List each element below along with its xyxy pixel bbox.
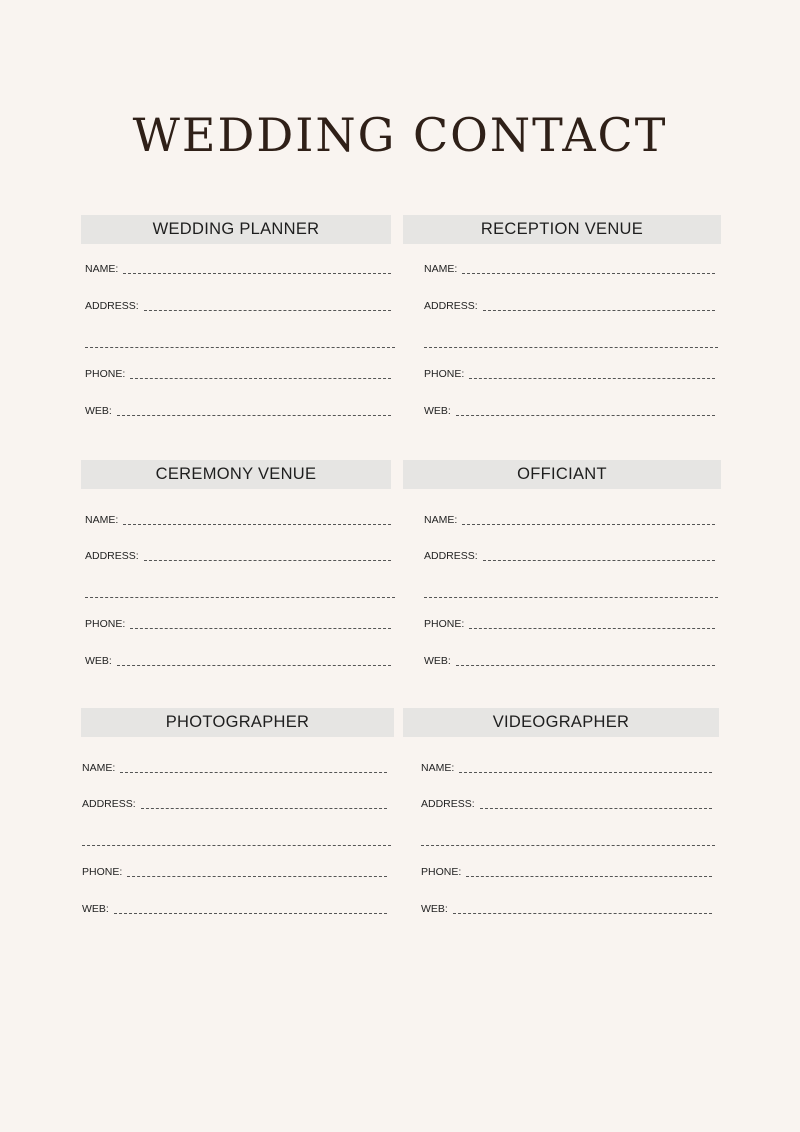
section-heading: VIDEOGRAPHER xyxy=(403,708,719,737)
web-label: WEB: xyxy=(424,655,451,667)
web-field[interactable] xyxy=(424,655,715,667)
address-field[interactable] xyxy=(421,798,712,810)
web-label: WEB: xyxy=(82,903,109,915)
web-field[interactable] xyxy=(421,903,712,915)
phone-label: PHONE: xyxy=(82,866,123,878)
web-field[interactable] xyxy=(82,903,387,915)
phone-line xyxy=(469,378,715,379)
web-line xyxy=(117,665,391,666)
name-field[interactable] xyxy=(85,263,391,275)
phone-field[interactable] xyxy=(85,368,391,380)
name-field[interactable] xyxy=(85,514,391,526)
address-label: ADDRESS: xyxy=(85,550,139,562)
section-heading: WEDDING PLANNER xyxy=(81,215,391,244)
name-line xyxy=(120,772,387,773)
phone-line xyxy=(466,876,712,877)
address-label: ADDRESS: xyxy=(85,300,139,312)
section-photographer xyxy=(81,708,394,923)
name-field[interactable] xyxy=(424,263,715,275)
phone-label: PHONE: xyxy=(85,618,126,630)
name-label: NAME: xyxy=(85,514,119,526)
address-field[interactable] xyxy=(424,550,715,562)
phone-line xyxy=(469,628,715,629)
name-field[interactable] xyxy=(424,514,715,526)
phone-label: PHONE: xyxy=(85,368,126,380)
section-heading: RECEPTION VENUE xyxy=(403,215,721,244)
web-line xyxy=(453,913,712,914)
section-heading: CEREMONY VENUE xyxy=(81,460,391,489)
phone-field[interactable] xyxy=(421,866,712,878)
web-line xyxy=(456,415,715,416)
address-line-2[interactable] xyxy=(85,347,395,348)
web-line xyxy=(114,913,387,914)
address-line-2[interactable] xyxy=(424,597,718,598)
phone-field[interactable] xyxy=(85,618,391,630)
address-line-2[interactable] xyxy=(82,845,391,846)
web-field[interactable] xyxy=(85,655,391,667)
address-field[interactable] xyxy=(82,798,387,810)
name-field[interactable] xyxy=(421,762,712,774)
address-line xyxy=(141,808,387,809)
address-line xyxy=(144,560,391,561)
web-label: WEB: xyxy=(424,405,451,417)
web-field[interactable] xyxy=(424,405,715,417)
name-line xyxy=(459,772,712,773)
phone-field[interactable] xyxy=(82,866,387,878)
phone-line xyxy=(130,628,391,629)
name-label: NAME: xyxy=(82,762,116,774)
address-label: ADDRESS: xyxy=(424,300,478,312)
section-wedding-planner xyxy=(81,215,391,425)
section-videographer xyxy=(403,708,719,923)
phone-field[interactable] xyxy=(424,368,715,380)
name-line xyxy=(123,524,391,525)
phone-label: PHONE: xyxy=(421,866,462,878)
address-line-2[interactable] xyxy=(85,597,395,598)
address-label: ADDRESS: xyxy=(424,550,478,562)
address-field[interactable] xyxy=(85,550,391,562)
address-line xyxy=(483,310,715,311)
name-line xyxy=(123,273,391,274)
address-line-2[interactable] xyxy=(421,845,715,846)
web-label: WEB: xyxy=(421,903,448,915)
address-line xyxy=(483,560,715,561)
section-ceremony-venue xyxy=(81,460,391,675)
name-label: NAME: xyxy=(421,762,455,774)
phone-line xyxy=(130,378,391,379)
section-reception-venue xyxy=(403,215,721,425)
phone-label: PHONE: xyxy=(424,368,465,380)
web-line xyxy=(117,415,391,416)
name-label: NAME: xyxy=(424,263,458,275)
name-label: NAME: xyxy=(424,514,458,526)
phone-line xyxy=(127,876,387,877)
address-line-2[interactable] xyxy=(424,347,718,348)
address-field[interactable] xyxy=(424,300,715,312)
page-title: WEDDING CONTACT xyxy=(132,108,668,162)
name-label: NAME: xyxy=(85,263,119,275)
name-field[interactable] xyxy=(82,762,387,774)
section-officiant xyxy=(403,460,721,675)
web-field[interactable] xyxy=(85,405,391,417)
name-line xyxy=(462,524,715,525)
web-label: WEB: xyxy=(85,405,112,417)
section-heading: OFFICIANT xyxy=(403,460,721,489)
phone-label: PHONE: xyxy=(424,618,465,630)
address-line xyxy=(480,808,712,809)
phone-field[interactable] xyxy=(424,618,715,630)
address-line xyxy=(144,310,391,311)
web-line xyxy=(456,665,715,666)
address-label: ADDRESS: xyxy=(421,798,475,810)
web-label: WEB: xyxy=(85,655,112,667)
address-label: ADDRESS: xyxy=(82,798,136,810)
address-field[interactable] xyxy=(85,300,391,312)
section-heading: PHOTOGRAPHER xyxy=(81,708,394,737)
name-line xyxy=(462,273,715,274)
